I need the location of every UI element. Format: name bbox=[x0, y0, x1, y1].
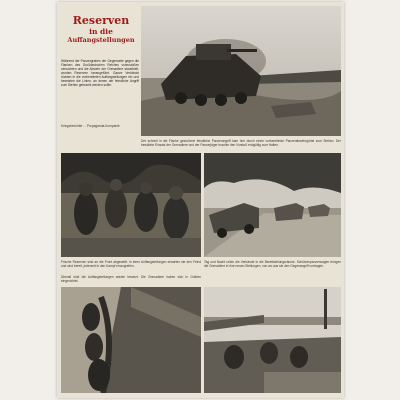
photo-trench-image bbox=[61, 287, 201, 393]
photo-tank-image bbox=[141, 6, 341, 136]
photo-trench bbox=[61, 287, 201, 393]
magazine-page bbox=[57, 2, 344, 398]
intro-credit: Kriegsberichter ... Propaganda-Kompanie bbox=[61, 124, 120, 128]
intro-body: Während der Panzergraben der Gegenseite gegen die Flanken des Großdeutschen Reiches vorzustoßen versuchten und die Abwehr der Grenadiere standhielt, wurden Reserven herangeführt. Ganze Verbände rückten in die vorbereiteten Auffangstellungen ein und besetzten die Linien, an denen der feindliche Angriff zum Stehen gebracht werden sollte. bbox=[61, 59, 139, 87]
photo-tank bbox=[141, 6, 341, 136]
caption-soldiers: Frische Reserven sind an die Front abgestellt. In ihren Auffangstellungen erwarten sie den Feind und sind bereit, jederzeit in den Kampf einzugreifen. bbox=[61, 260, 201, 268]
caption-trench: Überall sind die Auffangstellungen wieder besetzt. Die Grenadiere haben sich in Gräben eingerichtet. bbox=[61, 275, 201, 283]
photo-soldiers-image bbox=[61, 153, 201, 257]
article-title bbox=[61, 14, 141, 44]
photo-armored-cars bbox=[204, 153, 341, 257]
title-line-3: Auffangstellungen bbox=[67, 36, 135, 44]
photo-armored-cars-image bbox=[204, 153, 341, 257]
photo-soldiers bbox=[61, 153, 201, 257]
title-line-2: in die bbox=[89, 27, 113, 36]
caption-armored-cars: Tag und Nacht rollen die Verbände in die Bereitstellungsräume. Schützenpanzerwagen bringen die Grenadiere in ihre neuen Stellungen, von wo aus sie den Gegenangriff vortragen. bbox=[204, 260, 341, 268]
caption-tank: Der schnell in die Flanke gestoßene feindliche Panzerangriff kam hier durch einen vorbereiteten Panzerabwehrgürtel zum Stehen. Der bewährte Einsatz der Grenadiere und der Panzerjäger brachte den Vorstoß endgültig zum Halten. bbox=[141, 139, 341, 147]
title-line-1: Reserven bbox=[72, 14, 130, 27]
photo-bridge bbox=[204, 287, 341, 393]
intro-text bbox=[61, 59, 139, 121]
photo-bridge-image bbox=[204, 287, 341, 393]
